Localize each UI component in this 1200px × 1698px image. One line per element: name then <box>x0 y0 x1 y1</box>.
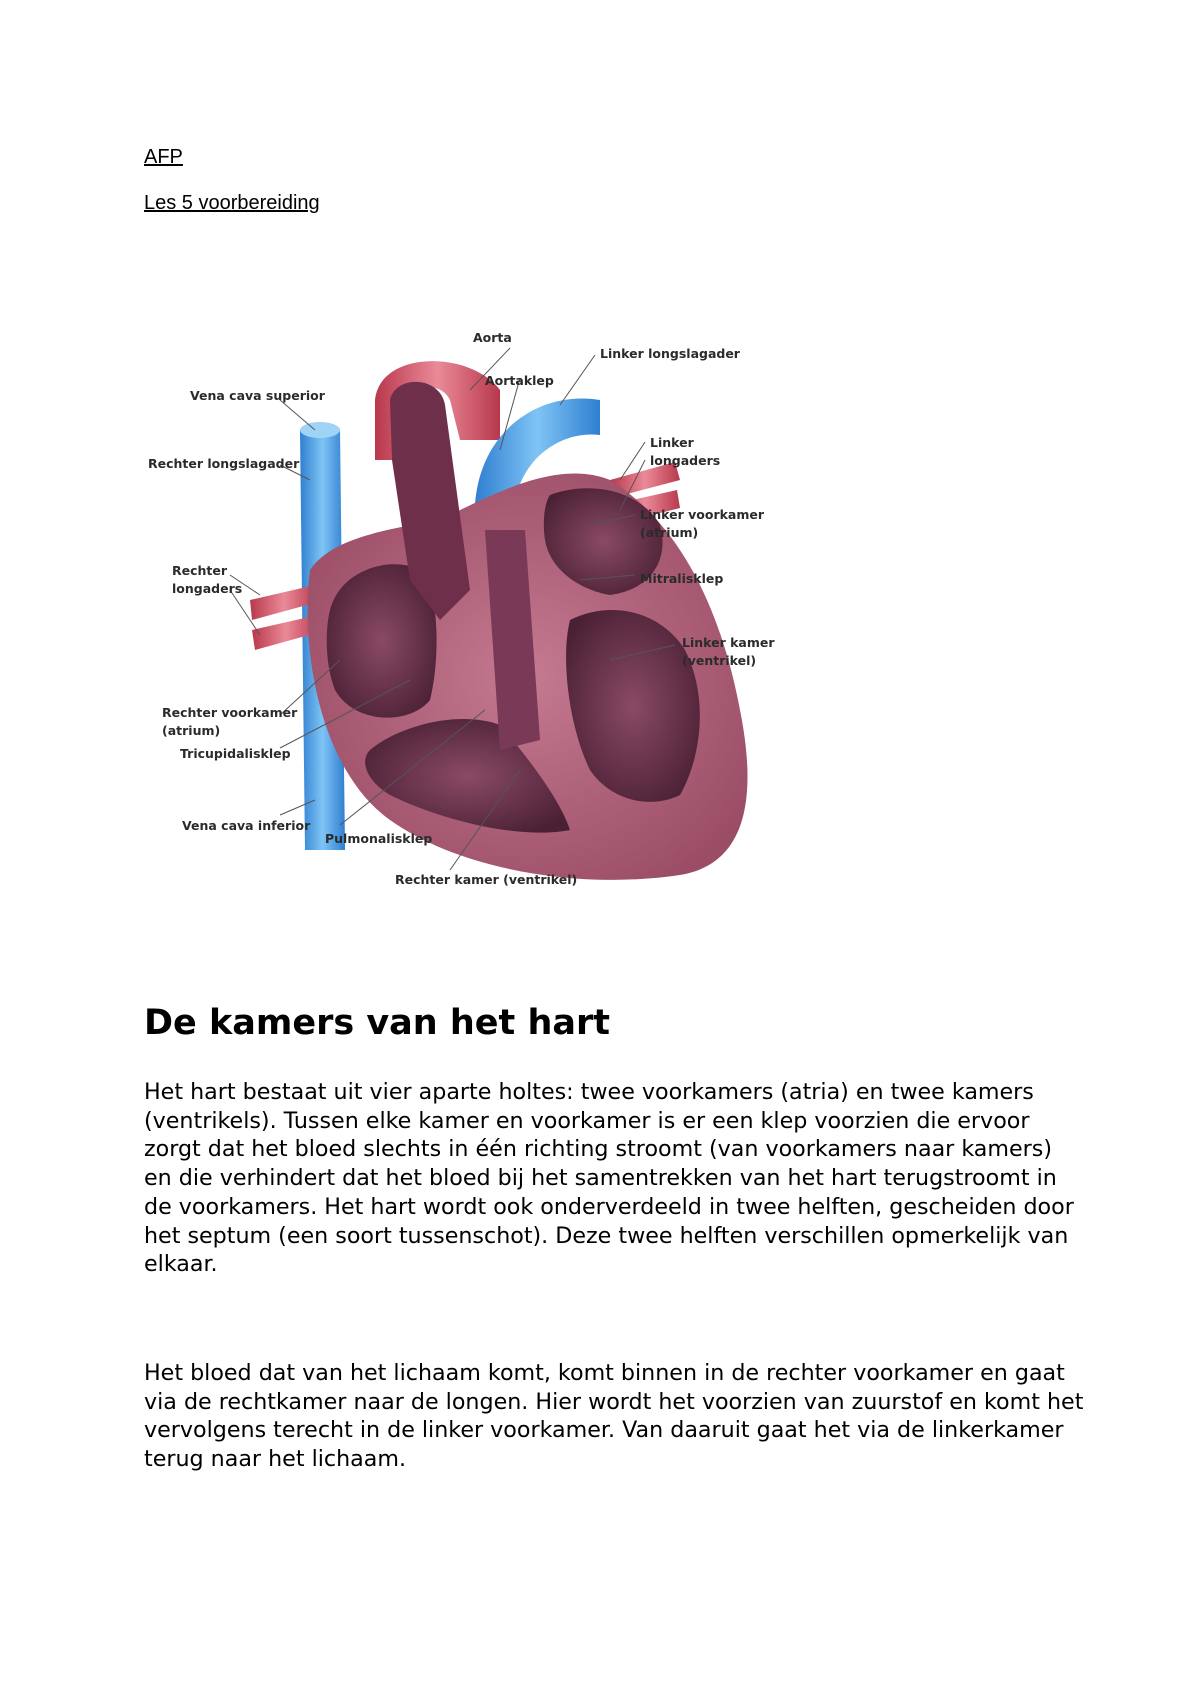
document-subtitle: Les 5 voorbereiding <box>144 192 320 214</box>
label-tricupidalisklep: Tricupidalisklep <box>180 746 291 761</box>
label-rechter-voorkamer-1: Rechter voorkamer <box>162 705 298 720</box>
label-linker-longaders-2: longaders <box>650 453 721 468</box>
label-linker-voorkamer-1: Linker voorkamer <box>640 507 765 522</box>
label-rechter-longaders-1: Rechter <box>172 563 228 578</box>
label-linker-longslagader: Linker longslagader <box>600 346 740 361</box>
label-aortaklep: Aortaklep <box>485 373 554 388</box>
section-heading: De kamers van het hart <box>144 1003 610 1043</box>
label-pulmonalisklep: Pulmonalisklep <box>325 831 433 846</box>
label-vena-cava-superior: Vena cava superior <box>190 388 325 403</box>
label-rechter-kamer: Rechter kamer (ventrikel) <box>395 872 578 887</box>
heart-anatomy-diagram <box>140 330 840 950</box>
label-linker-kamer-2: (ventrikel) <box>682 653 757 668</box>
document-title: AFP <box>144 146 183 168</box>
label-aorta: Aorta <box>473 330 512 345</box>
label-rechter-longslagader: Rechter longslagader <box>148 456 300 471</box>
label-rechter-voorkamer-2: (atrium) <box>162 723 221 738</box>
label-linker-longaders-1: Linker <box>650 435 694 450</box>
label-vena-cava-inferior: Vena cava inferior <box>182 818 311 833</box>
label-linker-voorkamer-2: (atrium) <box>640 525 699 540</box>
paragraph-2: Het bloed dat van het lichaam komt, komt binnen in de rechter voorkamer en gaat via de rechtkamer naar de longen. Hier wordt het voorzien van zuurstof en komt het vervolgens terecht in de linker voorkamer. Van daaruit gaat het via de linkerkamer terug naar het lichaam. <box>144 1360 1084 1473</box>
label-linker-kamer-1: Linker kamer <box>682 635 775 650</box>
label-rechter-longaders-2: longaders <box>172 581 243 596</box>
paragraph-1: Het hart bestaat uit vier aparte holtes: twee voorkamers (atria) en twee kamers (ventrikels). Tussen elke kamer en voorkamer is er een klep voorzien die ervoor zorgt dat het bloed slechts in één richting stroomt (van voorkamers naar kamers) en die verhindert dat het bloed bij het samentrekken van het hart terugstroomt in de voorkamers. Het hart wordt ook onderverdeeld in twee helften, gescheiden door het septum (een soort tussenschot). Deze twee helften verschillen opmerkelijk van elkaar. <box>144 1079 1074 1278</box>
label-mitralisklep: Mitralisklep <box>640 571 724 586</box>
